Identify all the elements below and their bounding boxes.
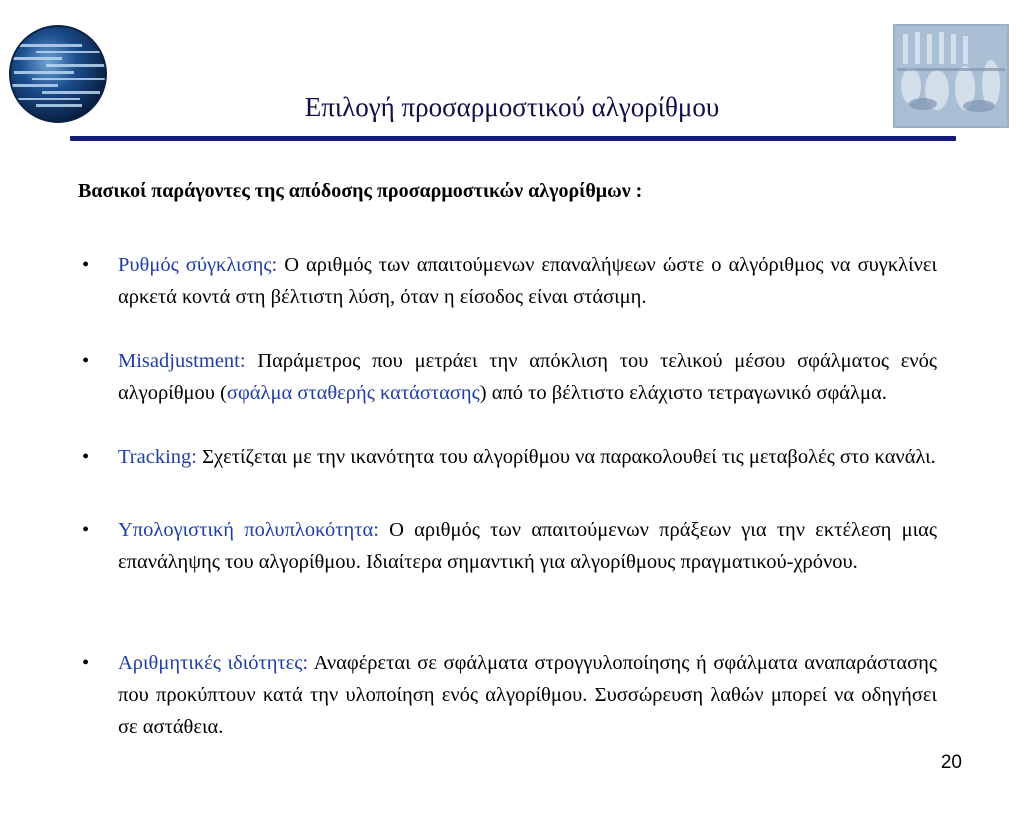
list-item-convergence — [82, 249, 937, 313]
bullet-term: Αριθμητικές ιδιότητες: — [118, 652, 309, 674]
bullet-dot-icon: • — [82, 254, 90, 276]
bullet-body — [118, 647, 937, 743]
bullet-body — [118, 441, 937, 473]
bullet-text: Ο αριθμός των απαιτούμενων επαναλήψεων ώστε ο αλγόριθμος να συγκλίνει αρκετά κοντά στη βέλτιστη λύση, όταν η είσοδος είναι στάσιμη. — [118, 254, 938, 308]
list-item-misadjustment — [82, 345, 937, 409]
bullet-term: Tracking: — [118, 446, 197, 468]
bullet-text: Ο αριθμός των απαιτούμενων πράξεων για την εκτέλεση μιας επανάληψης του αλγορίθμου. Ιδιαίτερα σημαντική για αλγορίθμους πραγματικού-χρόνου. — [118, 519, 937, 573]
bullet-term: Ρυθμός σύγκλισης: — [118, 254, 278, 276]
section-heading: Βασικοί παράγοντες της απόδοσης προσαρμοστικών αλγορίθμων : — [78, 180, 643, 202]
bullet-text: ) από το βέλτιστο ελάχιστο τετραγωνικό σφάλμα. — [479, 382, 887, 404]
bullet-body — [118, 249, 937, 313]
page-number: 20 — [940, 752, 962, 773]
bullet-body — [118, 514, 937, 578]
bullet-text: Αναφέρεται σε σφάλματα στρογγυλοποίησης ή σφάλματα αναπαράστασης που προκύπτουν κατά την υλοποίηση ενός αλγορίθμου. Συσσώρευση λαθών μπορεί να οδηγήσει σε αστάθεια. — [118, 652, 937, 738]
bullet-body — [118, 345, 937, 409]
slide-title: Επιλογή προσαρμοστικού αλγορίθμου — [304, 92, 720, 122]
bullet-term: Misadjustment: — [118, 350, 246, 372]
bullet-text: Παράμετρος που μετράει την απόκλιση του τελικού μέσου σφάλματος ενός αλγορίθμου ( — [118, 350, 937, 404]
bullet-dot-icon: • — [82, 446, 90, 468]
list-item-complexity — [82, 514, 937, 578]
title-divider — [70, 136, 956, 141]
bullet-dot-icon: • — [82, 652, 90, 674]
bullet-text: Σχετίζεται με την ικανότητα του αλγορίθμου να παρακολουθεί τις μεταβολές στο κανάλι. — [196, 446, 936, 468]
inline-term: σφάλμα σταθερής κατάστασης — [226, 382, 480, 404]
bullet-dot-icon: • — [82, 519, 90, 541]
bullet-dot-icon: • — [82, 350, 90, 372]
list-item-tracking — [82, 441, 937, 473]
list-item-numerical — [82, 647, 937, 743]
bullet-term: Υπολογιστική πολυπλοκότητα: — [118, 519, 379, 541]
